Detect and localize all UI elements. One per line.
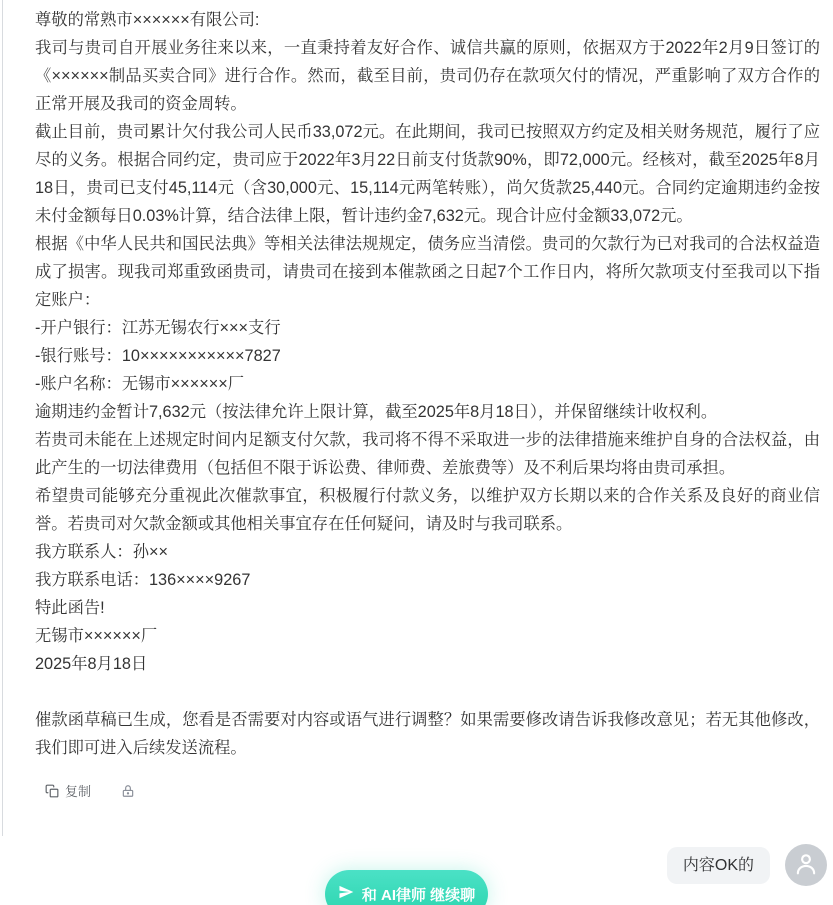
letter-signature: 无锡市××××××厂 xyxy=(35,627,158,645)
send-icon xyxy=(338,884,354,904)
letter-bank-account: -银行账号：10×××××××××××7827 xyxy=(35,347,281,365)
letter-paragraph: 若贵司未能在上述规定时间内足额支付欠款，我司将不得不采取进一步的法律措施来维护自身的合法权益，由此产生的一切法律费用（包括但不限于诉讼费、律师费、差旅费等）及不利后果均将由贵司承担。 xyxy=(35,431,820,477)
letter-bank-name: -开户银行：江苏无锡农行×××支行 xyxy=(35,319,281,337)
letter-contact-phone: 我方联系电话：136××××9267 xyxy=(35,571,251,589)
lock-button[interactable] xyxy=(121,784,135,798)
user-avatar xyxy=(785,844,827,886)
continue-chat-button[interactable] xyxy=(325,870,488,905)
user-message-row xyxy=(667,844,827,886)
person-icon xyxy=(793,850,819,881)
letter-date: 2025年8月18日 xyxy=(35,655,148,673)
lock-icon xyxy=(121,784,135,798)
copy-button[interactable] xyxy=(45,781,91,800)
copy-icon xyxy=(45,784,59,798)
letter-paragraph: 逾期违约金暂计7,632元（按法律允许上限计算，截至2025年8月18日），并保留继续计收权利。 xyxy=(35,403,718,421)
letter-paragraph: 根据《中华人民共和国民法典》等相关法律法规规定，债务应当清偿。贵司的欠款行为已对我司的合法权益造成了损害。现我司郑重致函贵司，请贵司在接到本催款函之日起7个工作日内，将所欠款项支付至我司以下指定账户： xyxy=(35,235,820,309)
letter-salutation: 尊敬的常熟市××××××有限公司: xyxy=(35,11,260,29)
letter-paragraph: 我司与贵司自开展业务往来以来，一直秉持着友好合作、诚信共赢的原则，依据双方于2022年2月9日签订的《××××××制品买卖合同》进行合作。然而，截至目前，贵司仍存在款项欠付的情况，严重影响了双方合作的正常开展及我司的资金周转。 xyxy=(35,39,820,113)
copy-button-label: 复制 xyxy=(65,784,92,799)
letter-paragraph: 截止目前，贵司累计欠付我公司人民币33,072元。在此期间，我司已按照双方约定及相关财务规范，履行了应尽的义务。根据合同约定，贵司应于2022年3月22日前支付货款90%，即72,000元。经核对，截至2025年8月18日，贵司已支付45,114元（含30,000元、15,114元两笔转账），尚欠货款25,440元。合同约定逾期违约金按未付金额每日0.03%计算，结合法律上限，暂计违约金7,632元。现合计应付金额33,072元。 xyxy=(35,123,820,225)
letter-paragraph: 希望贵司能够充分重视此次催款事宜，积极履行付款义务，以维护双方长期以来的合作关系及良好的商业信誉。若贵司对欠款金额或其他相关事宜存在任何疑问，请及时与我司联系。 xyxy=(35,487,820,533)
user-message-bubble: 内容OK的 xyxy=(667,847,770,884)
followup-text: 催款函草稿已生成，您看是否需要对内容或语气进行调整？如果需要修改请告诉我修改意见；若无其他修改，我们即可进入后续发送流程。 xyxy=(35,711,820,757)
letter-account-name: -账户名称：无锡市××××××厂 xyxy=(35,375,245,393)
message-actions xyxy=(45,781,833,800)
panel-left-border xyxy=(2,0,3,836)
letter-contact-person: 我方联系人：孙×× xyxy=(35,543,168,561)
letter-closing: 特此函告! xyxy=(35,599,105,617)
continue-chat-label: 和 AI律师 继续聊 xyxy=(361,886,476,904)
